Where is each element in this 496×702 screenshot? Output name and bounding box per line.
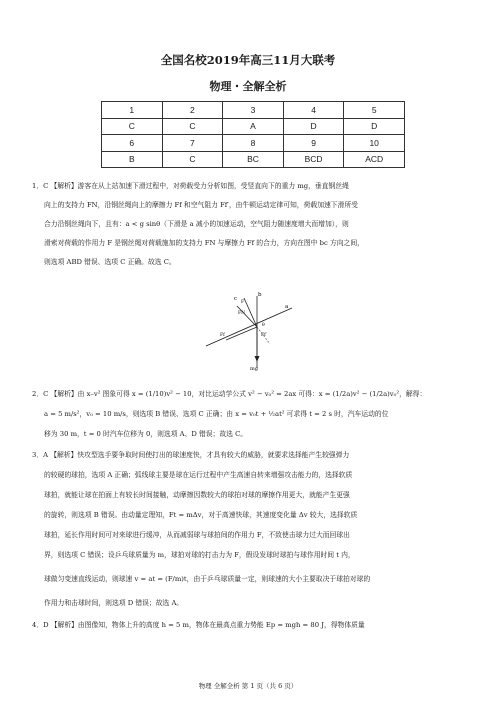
table-cell: BC (223, 151, 284, 168)
table-cell: 4 (283, 102, 344, 119)
table-cell: ACD (344, 151, 405, 168)
answer-table (101, 101, 405, 168)
q3-line: 3．A 【解析】快攻型选手要争取时间使打出的球速度快，才具有较大的威胁，就要求选择能产生较强弹力 (32, 451, 350, 459)
q4-line: 4．D 【解析】由图像知，物体上升的高度 h = 5 m，物体在最高点重力势能 Ep = mgh = 80 J，得物体质量 (32, 621, 365, 629)
table-cell: 8 (223, 135, 284, 152)
q2-line: 2．C 【解析】由 x–v² 图象可得 x = (1/10)v² − 10，对比运动学公式 v² − v₀² = 2ax 可得：x = (1/2a)v² − (1/2a)v₀²，解得： (32, 390, 427, 398)
answer-table-row (102, 151, 405, 168)
label-mg: mg (250, 366, 258, 372)
q1-line: 滑索对荷载的作用力 F 是钢丝绳对荷载施加的支持力 FN 与摩擦力 Ff 的合力，方向在图中 bc 方向之间， (44, 239, 364, 247)
resultant-force-arrow (237, 306, 257, 327)
table-cell: 5 (344, 102, 405, 119)
page-title: 全国名校2019年高三11月大联考 (160, 53, 336, 67)
table-cell: 7 (162, 135, 223, 152)
table-cell: 2 (162, 102, 223, 119)
table-cell: 6 (102, 135, 163, 152)
table-cell: 1 (102, 102, 163, 119)
table-cell: A (223, 118, 284, 135)
q3-line: 球拍，延长作用时间可对来球进行缓冲，从而减弱球与球拍间的作用力 F，不致使击球力过大而回球出 (44, 531, 350, 539)
gravity-arrowhead (255, 356, 260, 362)
q2-line: 移为 30 m，t = 0 时汽车位移为 0，则选项 A、D 错误；故选 C。 (44, 430, 248, 438)
q3-line: 球做匀变速直线运动，则球速 v = at = (F/m)t，由于乒乓球质量一定，则球速的大小主要取决于球拍对球的 (44, 575, 371, 583)
answer-table-row (102, 118, 405, 135)
q2-line: a = 5 m/s²，v₀ = 10 m/s，则选项 B 错误、选项 C 正确；由 x = v₀t + ½at² 可求得 t = 2 s 时，汽车运动的位 (44, 410, 389, 418)
answer-table-row (102, 135, 405, 152)
answer-table-row (102, 102, 405, 119)
table-cell: C (162, 118, 223, 135)
page-subtitle: 物理・全解全析 (209, 80, 287, 93)
label-fn: FN (238, 311, 246, 316)
friction-arrow (226, 327, 257, 340)
table-cell: BCD (283, 151, 344, 168)
label-theta: θ (262, 323, 265, 328)
q3-line: 作用力和击球时间，则选项 D 错误；故选 A。 (44, 599, 184, 607)
label-ff: Ff (220, 333, 225, 338)
q1-line: 向上的支持力 FN，沿钢丝绳向上的摩擦力 Ff 和空气阻力 Ff′，由牛顿运动定律可知，荷载加速下滑所受 (44, 201, 358, 209)
table-cell: D (344, 118, 405, 135)
support-force-arrow (244, 298, 257, 327)
table-cell: C (162, 151, 223, 168)
table-cell: C (102, 118, 163, 135)
q3-line: 的较硬的球拍，选项 A 正确；弧线球主要是球在运行过程中产生高速自转来增强攻击能力的，选择软质 (44, 471, 353, 479)
table-cell: B (102, 151, 163, 168)
label-c: c (234, 296, 238, 302)
cable-line (206, 308, 292, 346)
q1-line: 合力沿钢丝绳向下，且有：a < g sinθ（下滑是 a 减小的加速运动，空气阻力随速度增大而增加），则 (44, 220, 349, 228)
page-footer: 物理 全解全析 第 1 页（共 6 页） (198, 682, 298, 690)
label-f: F (241, 300, 245, 305)
label-a: a (285, 304, 289, 310)
table-cell: 10 (344, 135, 405, 152)
q3-line: 球拍，就能让球在拍面上有较长时间接触，动摩擦因数较大的球拍对球的摩擦作用更大，就能产生更强 (44, 491, 350, 499)
q1-line: 则选项 ABD 错误、选项 C 正确。故选 C。 (44, 258, 176, 266)
force-diagram (204, 290, 296, 372)
label-ff-prime: Ff′ (261, 333, 267, 338)
q3-line: 的旋转，则选项 B 错误。由动量定理知，Ft = mΔv，对于高速快球，其速度变化量 Δv 较大，选择软质 (44, 511, 358, 519)
q1-line: 1．C 【解析】游客在从上站加速下滑过程中，对荷载受力分析如图，受竖直向下的重力 mg，垂直钢丝绳 (32, 182, 349, 190)
label-b: b (258, 292, 262, 298)
table-cell: D (283, 118, 344, 135)
q3-line: 界，则选项 C 错误；设乒乓球质量为 m，球拍对球的打击力为 F，假设发球时球拍与球作用时间 t 内， (44, 551, 355, 559)
table-cell: 9 (283, 135, 344, 152)
table-cell: 3 (223, 102, 284, 119)
